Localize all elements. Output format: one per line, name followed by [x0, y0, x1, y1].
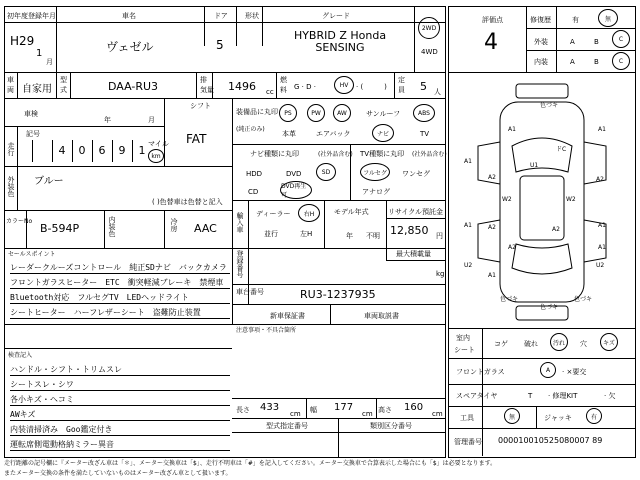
equip-leather: 本革 [282, 130, 296, 138]
capacity-label-b: 員 [398, 86, 405, 94]
diagram-damage-label: ドC [556, 146, 567, 153]
color-value: ブルー [34, 176, 64, 187]
navi-title: ナビ種類に丸印 [250, 150, 299, 158]
recycle-value: 12,850 [390, 224, 429, 237]
cc-unit: cc [266, 88, 274, 96]
sales-points-label: セールスポイント [8, 251, 56, 258]
diagram-damage-label: A2 [488, 174, 496, 181]
fuel-label-a: 燃 [280, 76, 287, 84]
ac-value: AAC [194, 222, 217, 235]
drive-4wd: 4WD [421, 48, 438, 56]
equipment-title: 装備品に丸印 [236, 108, 278, 116]
chassis-value: RU3-1237935 [300, 288, 376, 301]
mileage-digit [32, 140, 51, 162]
sales-point-line: シートヒーター ハーフレザーシート 盗難防止装置 [10, 307, 230, 319]
height-unit: cm [432, 410, 443, 418]
footer-line2: またメーター交換の条件を満たしていないものはメーター改ざん車として扱います。 [4, 470, 232, 477]
fuel-hv: HV [339, 81, 349, 89]
repair-history-label: 修復歴 [530, 16, 551, 24]
inspection-month-label: 月 [148, 116, 155, 124]
reg-number-label: 登録番号 [236, 250, 244, 278]
interior-color-label: 内装色 [108, 216, 116, 237]
exterior-b: B [594, 38, 599, 46]
repair-yes: 有 [572, 16, 579, 24]
usage-label-b: 両 [7, 86, 14, 94]
overall-score: 4 [484, 30, 498, 55]
usage-value: 自家用 [22, 84, 52, 95]
equip-abs: ABS [413, 104, 435, 122]
grade-line1: HYBRID Z Honda [293, 29, 387, 42]
equip-aw: AW [333, 104, 351, 122]
seat-burn: コゲ [494, 340, 508, 348]
equip-tv: TV [420, 130, 430, 138]
model-designation-label: 型式指定番号 [266, 422, 308, 430]
equipment-sub: (純正のみ) [236, 126, 265, 133]
displacement: 1496 [228, 80, 256, 93]
drive-2wd: 2WD [421, 24, 437, 32]
navi-dvd: DVD [286, 170, 302, 178]
spare-tire-t: T [528, 392, 533, 400]
seat-stain-circle: 汚れ [550, 333, 568, 351]
import-parallel: 並行 [264, 230, 278, 238]
grade-label: グレード [322, 12, 350, 20]
front-glass-a-circle: A [540, 362, 556, 378]
length-label: 長さ [236, 406, 250, 414]
tools-value-circle: 無 [504, 408, 520, 424]
repair-no-circle: 無 [598, 9, 618, 27]
equip-airbag: エアバック [316, 130, 351, 138]
mgmt-value: 000010010525080007 89 [498, 436, 603, 445]
fuel-options: G · D · [294, 83, 316, 91]
inspector-note-line: 各小キズ・ヘコミ [10, 394, 230, 406]
mileage-digit: 9 [112, 140, 131, 162]
diagram-damage-label: A1 [488, 272, 496, 279]
height-value: 160 [404, 402, 424, 413]
navi-sub: (社外品含む) [318, 151, 353, 158]
diagram-damage-label: 色づキ [540, 102, 559, 109]
length-unit: cm [290, 410, 301, 418]
model-type-label-a: 型 [60, 76, 67, 84]
jack-label: ジャッキ [544, 414, 572, 422]
miles-label: マイル [148, 140, 169, 148]
door-label: ドア [214, 12, 228, 20]
height-label: 高さ [378, 406, 392, 414]
max-load-label: 最大積載量 [396, 250, 431, 258]
chassis-label: 車台番号 [236, 288, 264, 296]
tv-analog: アナログ [362, 188, 390, 196]
diagram-damage-label: A1 [464, 222, 472, 229]
tv-fullseg: フルセグ [360, 163, 390, 181]
color-code: B-594P [40, 222, 80, 235]
diagram-damage-label: U2 [596, 262, 605, 269]
inspector-note-line: AWキズ [10, 409, 230, 421]
displacement-label-a: 排 [200, 76, 207, 84]
diagram-damage-label: A2 [508, 244, 516, 251]
mileage-digits-label: 記号 [26, 130, 40, 138]
navi-cd: CD [248, 188, 259, 196]
equip-ps: PS [279, 104, 297, 122]
inspector-notes-label: 検査記入 [8, 352, 33, 359]
model-year-label: モデル年式 [334, 208, 369, 216]
seat-scratch-circle: キズ [600, 333, 618, 351]
spare-tire-none: · 欠 [604, 392, 616, 400]
recycle-unit: 円 [436, 232, 443, 240]
sales-point-line: レーダークルーズコントロール 純正SDナビ バックカメラ [10, 262, 230, 274]
vehicle-manual: 車両取説書 [364, 312, 399, 320]
front-glass-label: フロントガラス [456, 368, 505, 376]
tv-sub: (社外品含む) [412, 151, 447, 158]
mileage-digit: 0 [72, 140, 91, 162]
tools-label: 工具 [460, 414, 474, 422]
mileage-digit: 6 [92, 140, 111, 162]
interior-a: A [570, 58, 575, 66]
diagram-damage-label: W2 [502, 196, 512, 203]
diagram-damage-label: W2 [566, 196, 576, 203]
sales-point-line: Bluetooth対応 フルセグTV LEDヘッドライト [10, 292, 230, 304]
interior-seat-label-a: 室内 [456, 334, 470, 342]
reg-month: 1 [36, 48, 43, 59]
length-value: 433 [260, 402, 280, 413]
shift-value: FAT [186, 132, 207, 146]
diagram-damage-label: 色づキ [500, 296, 519, 303]
color-side-label: 外装色 [7, 176, 15, 197]
displacement-label-b: 気量 [200, 86, 214, 94]
mileage-digit: 4 [52, 140, 71, 162]
recycle-label: リサイクル預託金 [388, 208, 444, 216]
tv-oneseg: ワンセグ [402, 170, 430, 178]
navi-sd: SD [316, 163, 336, 181]
interior-c-circle: C [612, 52, 630, 70]
spare-tire-label: スペアタイヤ [456, 392, 498, 400]
inspector-note-line: 運転席側電動格納ミラー異音 [10, 439, 230, 451]
equip-sunroof: サンルーフ [366, 110, 401, 118]
footer-line1: 走行距離の記号欄に『メーター改ざん車は「＊」、メーター交換車は「$」、走行不明車は「#」を記入してください。メーター交換車で合算表示した場合にも「$」は必要となります。 [4, 460, 497, 467]
capacity-label-a: 定 [398, 76, 405, 84]
exterior-label: 外装 [534, 38, 548, 46]
exterior-c-circle: C [612, 30, 630, 48]
width-value: 177 [334, 402, 354, 413]
capacity: 5 [420, 80, 427, 93]
car-damage-diagram [450, 80, 634, 324]
interior-label: 内装 [534, 58, 548, 66]
overall-score-label: 評価点 [482, 16, 503, 24]
category-label: 類別区分番号 [370, 422, 412, 430]
navi-hdd: HDD [246, 170, 263, 178]
model-type: DAA-RU3 [108, 80, 159, 93]
spare-tire-kit: · 修理KIT [548, 392, 578, 400]
jack-value-circle: 有 [586, 408, 602, 424]
import-label: 輸入車 [236, 212, 244, 233]
ac-label: 冷房 [170, 218, 178, 232]
fuel-label-b: 料 [280, 86, 287, 94]
model-year-unknown: 不明 [366, 232, 380, 240]
diagram-damage-label: A1 [464, 158, 472, 165]
diagram-damage-label: 色づキ [540, 304, 559, 311]
diagram-damage-label: A1 [598, 244, 606, 251]
diagram-damage-label: 色づキ [574, 296, 593, 303]
handle-right: 右H [298, 204, 320, 222]
exterior-a: A [570, 38, 575, 46]
diagram-damage-label: U2 [464, 262, 473, 269]
new-car-warranty: 新車保証書 [270, 312, 305, 320]
inspector-note-line: 内装清掃済み Goo鑑定付き [10, 424, 230, 436]
diagram-damage-label: A2 [552, 226, 560, 233]
km-label: km [151, 152, 161, 160]
interior-b: B [594, 58, 599, 66]
inspector-note-line: シートスレ・シワ [10, 379, 230, 391]
seat-hole: 穴 [580, 340, 587, 348]
mgmt-label: 管理番号 [454, 438, 482, 446]
model-name: ヴェゼル [106, 40, 154, 54]
fuel-other: · ( ) [356, 83, 387, 91]
import-dealer: ディーラー [256, 210, 291, 218]
notes-defects-label: 注意事項・不具合箇所 [236, 327, 297, 334]
model-type-label-b: 式 [60, 86, 67, 94]
fuel-hv-circle [334, 76, 354, 94]
grade-line2: SENSING [315, 41, 365, 54]
diagram-damage-label: A1 [598, 126, 606, 133]
sales-point-line: フロントガラスヒーター ETC 衝突軽減ブレーキ 禁煙車 [10, 277, 230, 289]
diagram-damage-label: A2 [488, 224, 496, 231]
equip-pw: PW [307, 104, 325, 122]
diagram-damage-label: U1 [530, 162, 539, 169]
grade-value [270, 30, 410, 54]
mileage-side-label: 走行 [7, 142, 15, 156]
diagram-damage-label: A2 [596, 176, 604, 183]
shift-label: シフト [190, 102, 211, 110]
width-unit: cm [362, 410, 373, 418]
front-glass-replace: · ×要交 [562, 368, 587, 376]
km-circle [148, 149, 164, 163]
interior-seat-label-b: シート [454, 346, 475, 354]
usage-label-a: 車 [7, 76, 14, 84]
width-label: 幅 [310, 406, 317, 414]
handle-left: 左H [300, 230, 313, 238]
navi-dvd-play: DVD再生可 [280, 181, 312, 199]
mileage-digit: 1 [132, 140, 151, 162]
seat-tear: 破れ [524, 340, 538, 348]
tv-title: TV種類に丸印 [360, 150, 405, 158]
kg-unit: kg [436, 270, 445, 278]
inspector-note-line: ハンドル・シフト・トリムスレ [10, 364, 230, 376]
color-note: ( )色替車は色替と記入 [152, 198, 223, 206]
drive-2wd-circle [418, 17, 440, 39]
model-name-label: 車名 [122, 12, 136, 20]
color-code-label: カラーNo [6, 218, 33, 225]
capacity-unit: 人 [434, 88, 441, 96]
door-count: 5 [216, 38, 224, 52]
diagram-damage-label: A1 [508, 126, 516, 133]
month-unit: 月 [46, 58, 53, 66]
inspection-year-label: 年 [104, 116, 111, 124]
shape-label: 形状 [245, 12, 259, 20]
diagram-damage-label: A1 [598, 222, 606, 229]
reg-era: H29 [10, 34, 35, 48]
inspection-label: 車検 [24, 110, 38, 118]
reg-year-label: 初年度登録年月 [7, 12, 56, 20]
model-year-year: 年 [346, 232, 353, 240]
equip-navi: ナビ [372, 124, 394, 142]
